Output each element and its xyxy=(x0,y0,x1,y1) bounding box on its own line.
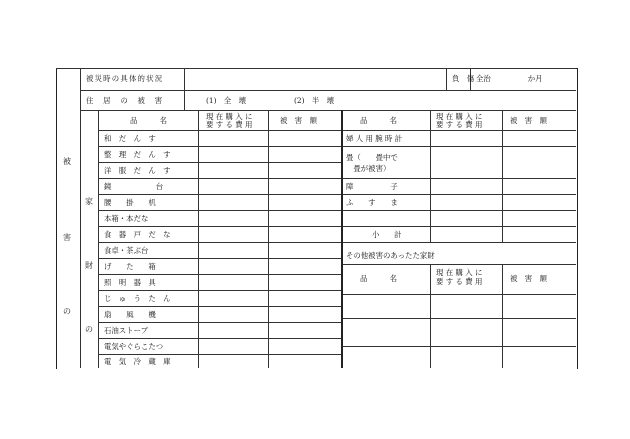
house-damage-label: 住 居 の 被 害 xyxy=(86,96,164,105)
injury-label: 負 傷 xyxy=(452,74,475,83)
house-option-full[interactable]: (1) 全 壊 xyxy=(206,96,247,105)
house-option-half[interactable]: (2) 半 壊 xyxy=(294,96,335,105)
row-divider xyxy=(98,306,342,307)
other-col-header-damage: 被 害 額 xyxy=(510,274,547,283)
row-divider xyxy=(342,242,576,243)
col-divider xyxy=(198,110,199,368)
list-item: 電気やぐらこたつ xyxy=(104,342,164,351)
other-col-header-item: 品 名 xyxy=(360,274,397,283)
col-divider xyxy=(446,68,447,90)
other-col-header-cost-2: 要 す る 費 用 xyxy=(436,277,483,286)
row-divider xyxy=(342,130,576,131)
row-divider xyxy=(98,354,342,355)
other-col-header-cost-1: 現 在 購 入 に xyxy=(436,268,483,277)
list-item: 扇 風 機 xyxy=(104,310,156,319)
row-divider xyxy=(342,194,576,195)
side-label-outer-1: 被 xyxy=(63,157,71,166)
row-divider xyxy=(98,338,342,339)
row-divider xyxy=(342,318,576,319)
col-divider xyxy=(184,90,185,110)
col-divider xyxy=(341,110,343,368)
col-header-damage-right: 被 害 額 xyxy=(510,116,547,125)
list-item: 和 だ ん す xyxy=(104,134,156,143)
list-item: 小 計 xyxy=(372,230,402,239)
row-divider xyxy=(342,226,576,227)
row-divider xyxy=(98,194,342,195)
col-divider xyxy=(430,264,431,368)
row-divider xyxy=(98,226,342,227)
list-item: 障 子 xyxy=(346,182,398,191)
col-header-cost-right-1: 現 在 購 入 に xyxy=(436,112,483,121)
row-divider xyxy=(342,146,576,147)
row-divider xyxy=(98,290,342,291)
row-divider xyxy=(98,178,342,179)
situation-label: 被災時の具体的状況 xyxy=(86,74,164,83)
list-item: 洋 服 だ ん す xyxy=(104,166,171,175)
list-item: 婦 人 用 腕 時 計 xyxy=(346,134,403,143)
row-divider xyxy=(80,90,576,91)
row-divider xyxy=(342,346,576,347)
list-item: 整 理 だ ん す xyxy=(104,150,171,159)
list-item: 食 器 戸 だ な xyxy=(104,230,171,239)
row-divider xyxy=(98,210,342,211)
row-divider xyxy=(342,210,576,211)
list-item: 腰 掛 机 xyxy=(104,198,156,207)
list-item: 食卓・茶ぶ台 xyxy=(104,246,149,255)
list-item: 電 気 冷 蔵 庫 xyxy=(104,357,171,366)
col-header-item: 品 名 xyxy=(130,116,167,125)
row-divider xyxy=(98,162,342,163)
col-header-cost-2: 要 す る 費 用 xyxy=(206,120,253,129)
col-header-cost-1: 現 在 購 入 に xyxy=(206,112,253,121)
col-header-damage: 被 害 額 xyxy=(280,116,317,125)
row-divider xyxy=(98,322,342,323)
list-item: じ ゅ う た ん xyxy=(104,294,171,303)
list-item: 石油ストーブ xyxy=(104,326,148,335)
row-divider xyxy=(342,264,576,265)
row-divider xyxy=(98,258,342,259)
col-divider xyxy=(430,110,431,242)
col-divider xyxy=(502,110,503,242)
row-divider xyxy=(342,294,576,295)
list-item: 本箱・本だな xyxy=(104,214,149,223)
row-divider xyxy=(98,242,342,243)
row-divider xyxy=(98,130,342,131)
list-item: げ た 箱 xyxy=(104,262,156,271)
side-label-outer-3: の xyxy=(63,307,71,316)
row-divider xyxy=(56,68,576,69)
col-divider xyxy=(184,68,185,90)
side-label-inner-3: の xyxy=(85,325,93,334)
side-label-inner-2: 財 xyxy=(85,261,93,270)
list-item: 畳が被害） xyxy=(346,164,391,173)
other-section-title: その他被害のあったた家財 xyxy=(346,251,435,260)
list-item: 照 明 器 具 xyxy=(104,278,156,287)
row-divider xyxy=(98,146,342,147)
col-header-item-right: 品 名 xyxy=(360,116,397,125)
row-divider xyxy=(98,274,342,275)
col-divider xyxy=(98,110,99,368)
col-divider xyxy=(268,110,269,368)
col-divider xyxy=(502,264,503,368)
col-divider xyxy=(80,68,81,368)
list-item: 畳（ 畳中で xyxy=(346,153,398,162)
list-item: 鏡 台 xyxy=(104,182,164,191)
side-label-outer-2: 害 xyxy=(63,233,71,242)
side-label-inner-1: 家 xyxy=(85,197,93,206)
col-header-cost-right-2: 要 す る 費 用 xyxy=(436,120,483,129)
injury-value: 全治 か月 xyxy=(476,74,543,83)
list-item: ふ す ま xyxy=(346,198,398,207)
row-divider xyxy=(342,178,576,179)
